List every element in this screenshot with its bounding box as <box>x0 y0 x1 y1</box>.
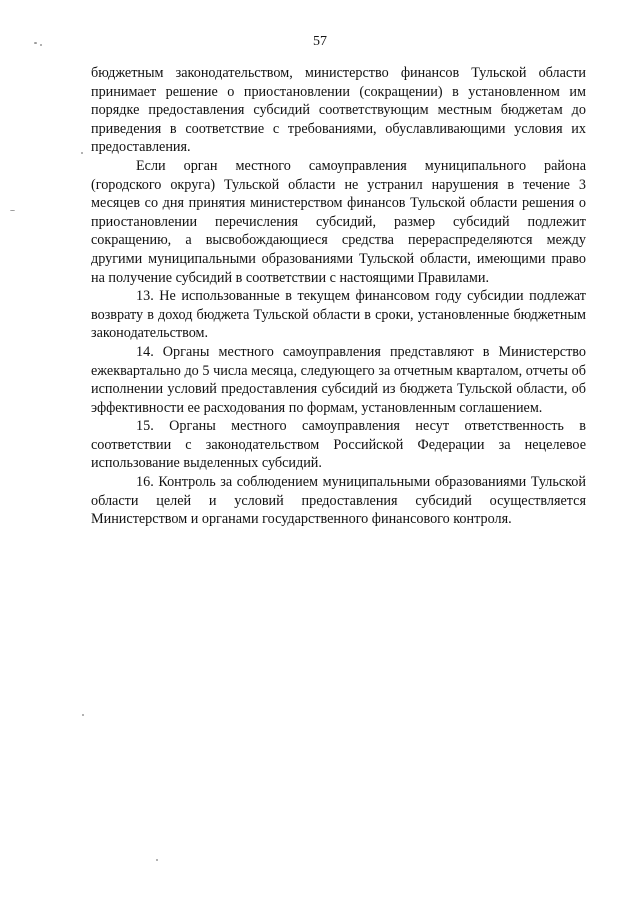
paragraph-violation-reduction: Если орган местного самоуправления муниципального района (городского округа) Тульской области не устранил нарушения в течение 3 месяцев со дня принятия министерством финансов Тульской области решения о приостановлении перечисления субсидий, размер субсидий подлежит сокращению, а высвобождающиеся средства перераспределяются между другими муниципальными образованиями Тульской области, имеющими право на получение субсидий в соответствии с настоящими Правилами. <box>91 157 586 286</box>
page-number: 57 <box>313 34 327 49</box>
scan-speck <box>10 210 15 211</box>
document-body <box>91 64 586 529</box>
scan-speck <box>40 44 42 46</box>
paragraph-continuation: бюджетным законодательством, министерство финансов Тульской области принимает решение о приостановлении (сокращении) в установленном им порядке предоставления субсидий соответствующим местным бюджетам до приведения в соответствие с требованиями, обуславливающими условия их предоставления. <box>91 65 586 156</box>
scan-speck <box>82 714 84 716</box>
paragraph-16: 16. Контроль за соблюдением муниципальными образованиями Тульской области целей и условий предоставления субсидий осуществляется Министерством и органами государственного финансового контроля. <box>91 474 586 528</box>
paragraph-15: 15. Органы местного самоуправления несут ответственность в соответствии с законодательством Российской Федерации за нецелевое использование выделенных субсидий. <box>91 418 586 472</box>
paragraph-13: 13. Не использованные в текущем финансовом году субсидии подлежат возврату в доход бюджета Тульской области в сроки, установленные бюджетным законодательством. <box>91 288 586 342</box>
scan-speck <box>156 859 158 861</box>
scan-speck <box>81 152 83 154</box>
paragraph-14: 14. Органы местного самоуправления представляют в Министерство ежеквартально до 5 числа месяца, следующего за отчетным кварталом, отчеты об исполнении условий предоставления субсидий из бюджета Тульской области, об эффективности ее расходования по формам, установленным соглашением. <box>91 343 586 416</box>
scan-speck <box>34 42 37 44</box>
